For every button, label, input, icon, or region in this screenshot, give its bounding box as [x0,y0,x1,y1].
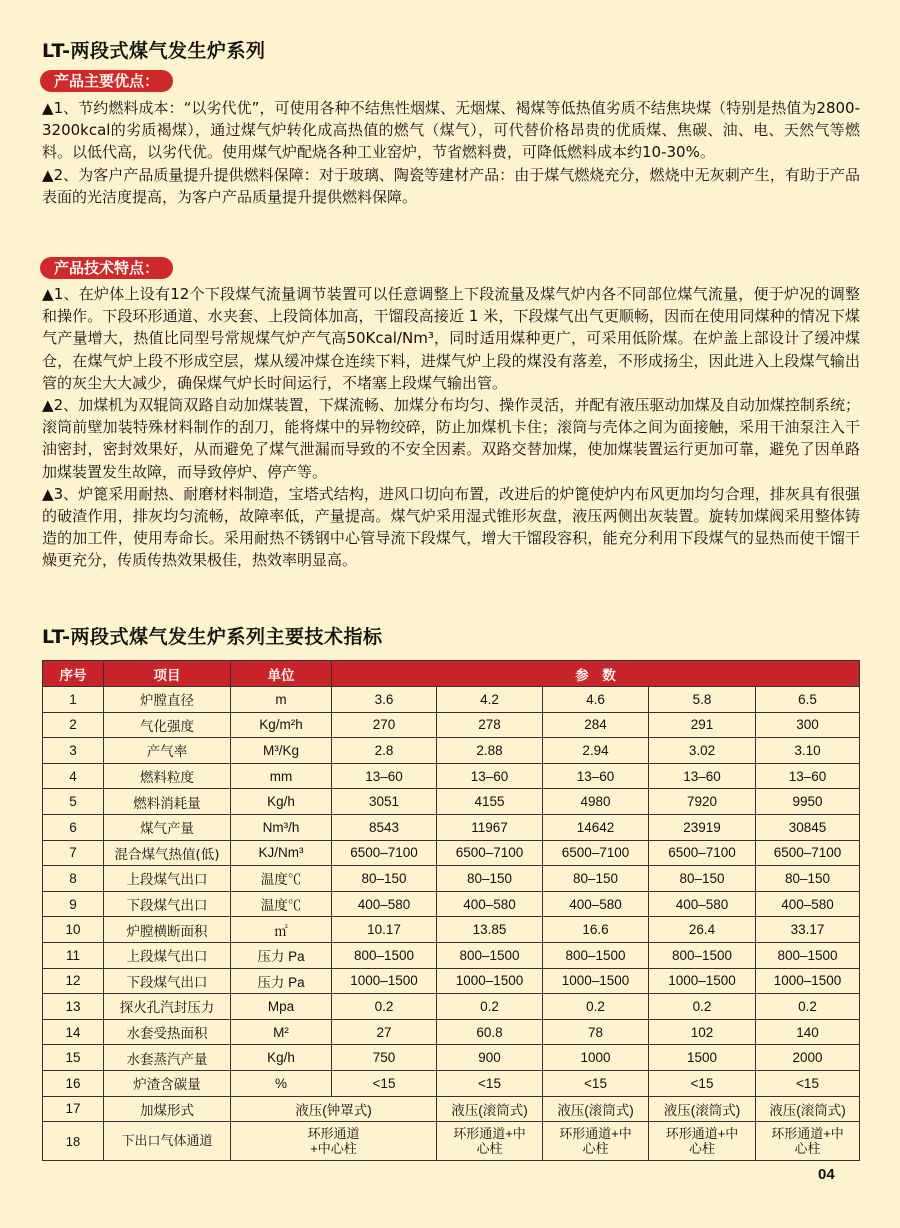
table-cell: 6500–7100 [756,840,860,866]
table-cell: 33.17 [756,917,860,943]
table-cell: 上段煤气出口 [104,942,231,968]
table-cell: 10 [43,917,104,943]
table-cell: 温度℃ [231,866,332,892]
table-cell: 284 [543,712,649,738]
table-cell: 液压(滚筒式) [437,1096,543,1122]
table-row [43,891,860,917]
table-cell: 0.2 [332,994,437,1020]
table-title: LT-两段式煤气发生炉系列主要技术指标 [42,626,383,648]
table-row [43,1019,860,1045]
page-title: LT-两段式煤气发生炉系列 [42,40,266,62]
table-cell: 2.8 [332,738,437,764]
table-cell: 13–60 [332,763,437,789]
table-row [43,738,860,764]
table-cell: <15 [437,1070,543,1096]
table-cell: % [231,1070,332,1096]
table-cell: 燃料粒度 [104,763,231,789]
table-cell: 400–580 [437,891,543,917]
table-cell: 400–580 [543,891,649,917]
table-cell: 0.2 [543,994,649,1020]
table-cell: 加煤形式 [104,1096,231,1122]
table-cell: 压力 Pa [231,942,332,968]
table-cell: 下出口气体通道 [104,1122,231,1161]
table-cell: <15 [543,1070,649,1096]
table-cell: 6500–7100 [649,840,756,866]
table-cell: 13 [43,994,104,1020]
table-cell: 8 [43,866,104,892]
table-cell: 液压(钟罩式) [231,1096,437,1122]
table-cell: 1500 [649,1045,756,1071]
table-cell: 环形通道+中 心柱 [649,1122,756,1161]
table-cell: 102 [649,1019,756,1045]
table-row [43,866,860,892]
table-row [43,712,860,738]
table-row [43,763,860,789]
table-cell: 15 [43,1045,104,1071]
table-cell: 2.94 [543,738,649,764]
advantage-paragraph: ▲1、节约燃料成本：“以劣代优”，可使用各种不结焦性烟煤、无烟煤、褐煤等低热值劣质不结焦块煤（特别是热值为2800-3200kcal的劣质褐煤），通过煤气炉转化成高热值的燃气（煤气），可代替价格昂贵的优质煤、焦碳、油、电、天然气等燃料。以低代高，以劣代优。使用煤气炉配烧各种工业窑炉，节省燃料费，可降低燃料成本约10-30%。 [42,99,860,162]
table-cell: KJ/Nm³ [231,840,332,866]
table-cell: 13–60 [649,763,756,789]
table-cell: 水套蒸汽产量 [104,1045,231,1071]
table-cell: 6500–7100 [332,840,437,866]
table-cell: 温度℃ [231,891,332,917]
table-cell: 291 [649,712,756,738]
table-cell: 400–580 [756,891,860,917]
table-cell: 1 [43,687,104,713]
table-cell: 6 [43,814,104,840]
table-cell: 3.02 [649,738,756,764]
feature-paragraph: ▲3、炉篦采用耐热、耐磨材料制造，宝塔式结构，进风口切向布置，改进后的炉篦使炉内布风更加均匀合理，排灰具有很强的破渣作用，排灰均匀流畅，故障率低，产量提高。煤气炉采用湿式锥形灰盘，液压两侧出灰装置。旋转加煤阀采用整体铸造的加工件，使用寿命长。采用耐热不锈钢中心管导流下段煤气，增大干馏段容积，能充分利用下段煤气的显热而使干馏干燥更充分，传质传热效果极佳，热效率明显高。 [42,484,860,570]
table-cell: 30845 [756,814,860,840]
table-cell: 800–1500 [649,942,756,968]
table-cell: 2000 [756,1045,860,1071]
table-cell: 270 [332,712,437,738]
table-cell: 140 [756,1019,860,1045]
table-cell: 800–1500 [332,942,437,968]
spec-table [42,660,860,1161]
table-cell: 煤气产量 [104,814,231,840]
table-cell: 0.2 [437,994,543,1020]
table-cell: <15 [332,1070,437,1096]
features-text [42,283,860,572]
table-cell: 0.2 [756,994,860,1020]
table-cell: 水套受热面积 [104,1019,231,1045]
table-row [43,840,860,866]
table-row [43,994,860,1020]
table-cell: 5 [43,789,104,815]
table-cell: 17 [43,1096,104,1122]
table-cell: 下段煤气出口 [104,968,231,994]
section-label-advantages: 产品主要优点： [40,70,173,92]
table-cell: 1000–1500 [437,968,543,994]
table-cell: 2.88 [437,738,543,764]
table-cell: 6.5 [756,687,860,713]
table-cell: mm [231,763,332,789]
table-cell: 环形通道+中 心柱 [756,1122,860,1161]
table-cell: 气化强度 [104,712,231,738]
table-body [43,687,860,1161]
table-cell: 11967 [437,814,543,840]
table-cell: 3.10 [756,738,860,764]
table-row [43,968,860,994]
table-cell: 4155 [437,789,543,815]
table-cell: 27 [332,1019,437,1045]
table-cell: 0.2 [649,994,756,1020]
table-cell: 6500–7100 [437,840,543,866]
table-cell: 4 [43,763,104,789]
table-cell: 60.8 [437,1019,543,1045]
table-cell: 11 [43,942,104,968]
table-cell: 3.6 [332,687,437,713]
table-cell: 800–1500 [756,942,860,968]
table-cell: 18 [43,1122,104,1161]
table-cell: Kg/h [231,1045,332,1071]
table-row [43,1045,860,1071]
table-cell: 下段煤气出口 [104,891,231,917]
feature-paragraph: ▲2、加煤机为双辊筒双路自动加煤装置，下煤流畅、加煤分布均匀、操作灵活，并配有液压驱动加煤及自动加煤控制系统；滚筒前壁加装特殊材料制作的刮刀，能将煤中的异物绞碎，防止加煤机卡住；滚筒与壳体之间为面接触，采用干油泵注入干油密封，密封效果好，从而避免了煤气泄漏而导致的不安全因素。双路交替加煤，使加煤装置运行更加可靠，避免了因单路加煤装置发生故障，而导致停炉、停产等。 [42,396,860,481]
table-cell: 78 [543,1019,649,1045]
table-cell: <15 [649,1070,756,1096]
header-params: 参 数 [332,661,860,687]
table-cell: 13–60 [756,763,860,789]
table-header-row [43,661,860,687]
table-row [43,917,860,943]
table-cell: Kg/m²h [231,712,332,738]
table-cell: <15 [756,1070,860,1096]
table-cell: Kg/h [231,789,332,815]
table-cell: 环形通道 +中心柱 [231,1122,437,1161]
table-cell: 1000–1500 [332,968,437,994]
table-cell: 900 [437,1045,543,1071]
table-cell: 10.17 [332,917,437,943]
table-cell: 4.6 [543,687,649,713]
table-cell: 9950 [756,789,860,815]
table-cell: 26.4 [649,917,756,943]
page-number: 04 [818,1166,835,1183]
table-cell: 环形通道+中 心柱 [543,1122,649,1161]
table-cell: 7920 [649,789,756,815]
table-cell: 23919 [649,814,756,840]
table-cell: 炉膛直径 [104,687,231,713]
table-row [43,1122,860,1161]
table-cell: 液压(滚筒式) [543,1096,649,1122]
table-cell: 1000–1500 [543,968,649,994]
table-cell: 9 [43,891,104,917]
table-cell: 80–150 [543,866,649,892]
table-row [43,789,860,815]
table-cell: m [231,687,332,713]
table-cell: Nm³/h [231,814,332,840]
table-cell: 1000–1500 [756,968,860,994]
table-cell: 上段煤气出口 [104,866,231,892]
table-cell: 液压(滚筒式) [649,1096,756,1122]
table-cell: 750 [332,1045,437,1071]
table-cell: 278 [437,712,543,738]
header-unit: 单位 [231,661,332,687]
table-cell: 3051 [332,789,437,815]
table-cell: 探火孔汽封压力 [104,994,231,1020]
table-cell: M³/Kg [231,738,332,764]
table-cell: 燃料消耗量 [104,789,231,815]
table-cell: 14 [43,1019,104,1045]
section-label-features: 产品技术特点： [40,257,173,279]
table-cell: 3 [43,738,104,764]
table-cell: Mpa [231,994,332,1020]
table-row [43,1070,860,1096]
table-cell: M² [231,1019,332,1045]
table-row [43,814,860,840]
table-row [43,942,860,968]
table-cell: 80–150 [332,866,437,892]
table-cell: 400–580 [332,891,437,917]
table-cell: 2 [43,712,104,738]
advantage-paragraph: ▲2、为客户产品质量提升提供燃料保障：对于玻璃、陶瓷等建材产品：由于煤气燃烧充分，燃烧中无灰刺产生，有助于产品表面的光洁度提高，为客户产品质量提升提供燃料保障。 [42,165,860,206]
table-cell: 炉膛横断面积 [104,917,231,943]
table-cell: 压力 Pa [231,968,332,994]
table-cell: 80–150 [437,866,543,892]
table-cell: 16.6 [543,917,649,943]
table-cell: 液压(滚筒式) [756,1096,860,1122]
table-cell: 14642 [543,814,649,840]
table-cell: 1000 [543,1045,649,1071]
table-cell: 800–1500 [437,942,543,968]
table-cell: 环形通道+中 心柱 [437,1122,543,1161]
table-cell: 4980 [543,789,649,815]
table-row [43,1096,860,1122]
table-cell: 13–60 [543,763,649,789]
table-cell: 16 [43,1070,104,1096]
table-cell: 400–580 [649,891,756,917]
table-cell: 12 [43,968,104,994]
advantages-text [42,97,860,208]
table-cell: 300 [756,712,860,738]
table-cell: 80–150 [756,866,860,892]
header-item: 项目 [104,661,231,687]
table-cell: ㎡ [231,917,332,943]
header-no: 序号 [43,661,104,687]
table-cell: 炉渣含碳量 [104,1070,231,1096]
table-row [43,687,860,713]
table-cell: 混合煤气热值(低) [104,840,231,866]
table-cell: 6500–7100 [543,840,649,866]
table-cell: 8543 [332,814,437,840]
table-cell: 13.85 [437,917,543,943]
feature-paragraph: ▲1、在炉体上设有12个下段煤气流量调节装置可以任意调整上下段流量及煤气炉内各不同部位煤气流量，便于炉况的调整和操作。下段环形通道、水夹套、上段筒体加高，干馏段高接近 1 米，下段煤气出气更顺畅，因而在使用同煤种的情况下煤气产量增大，热值比同型号常规煤气炉产气高50Kcal/Nm³，同时适用煤种更广，可采用低阶煤。在炉盖上部设计了缓冲煤仓，在煤气炉上段不形成空层，煤从缓冲煤仓连续下料，进煤气炉上段的煤没有落差，不形成扬尘，因此进入上段煤气输出管的灰尘大大减少，确保煤气炉长时间运行，不堵塞上段煤气输出管。 [42,285,860,392]
table-cell: 7 [43,840,104,866]
table-cell: 80–150 [649,866,756,892]
table-cell: 1000–1500 [649,968,756,994]
table-cell: 产气率 [104,738,231,764]
table-cell: 4.2 [437,687,543,713]
table-cell: 13–60 [437,763,543,789]
table-cell: 5.8 [649,687,756,713]
table-cell: 800–1500 [543,942,649,968]
